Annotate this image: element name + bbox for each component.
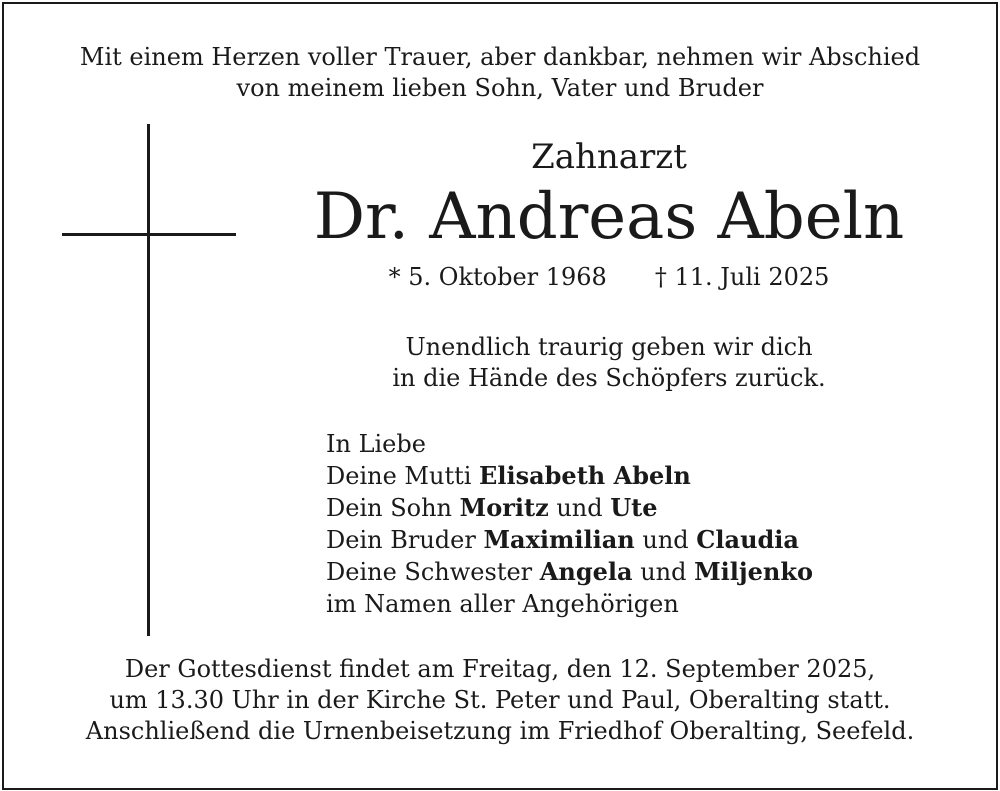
deceased-name: Dr. Andreas Abeln xyxy=(313,180,905,254)
joiner-text: und xyxy=(634,526,697,554)
joiner-text: und xyxy=(548,494,611,522)
birth-date: * 5. Oktober 1968 xyxy=(388,263,607,291)
mourner-name: Angela xyxy=(539,557,633,586)
mourner-name: Maximilian xyxy=(483,525,635,554)
cross-bar xyxy=(62,233,236,236)
intro-text xyxy=(4,42,996,104)
mourner-name: Moritz xyxy=(459,493,549,522)
quote-line-1: Unendlich traurig geben wir dich xyxy=(405,333,813,361)
intro-line-1: Mit einem Herzen voller Trauer, aber dankbar, nehmen wir Abschied xyxy=(79,43,921,71)
family-list xyxy=(326,428,813,620)
service-line-2: um 13.30 Uhr in der Kirche St. Peter und Paul, Oberalting statt. xyxy=(109,686,891,714)
profession-title: Zahnarzt xyxy=(531,137,687,177)
family-line-mother xyxy=(326,460,813,492)
mourner-name: Elisabeth Abeln xyxy=(479,461,691,490)
service-info xyxy=(4,654,996,747)
mourner-name: Ute xyxy=(610,493,658,522)
family-line-sister xyxy=(326,556,813,588)
mourner-name: Miljenko xyxy=(694,557,813,586)
relation-label: Dein Sohn xyxy=(326,494,460,522)
obituary-notice xyxy=(2,2,998,790)
joiner-text: und xyxy=(632,558,695,586)
service-line-3: Anschließend die Urnenbeisetzung im Friedhof Oberalting, Seefeld. xyxy=(85,717,915,745)
family-line-brother xyxy=(326,524,813,556)
mourner-name: Claudia xyxy=(696,525,799,554)
life-dates xyxy=(304,262,914,292)
relation-label: Deine Schwester xyxy=(326,558,540,586)
cross-icon xyxy=(147,124,150,636)
family-opening: In Liebe xyxy=(326,430,426,458)
family-closing: im Namen aller Angehörigen xyxy=(326,590,679,618)
family-line-son xyxy=(326,492,813,524)
death-date: † 11. Juli 2025 xyxy=(654,263,830,291)
memorial-quote xyxy=(304,332,914,394)
quote-line-2: in die Hände des Schöpfers zurück. xyxy=(392,364,826,392)
service-line-1: Der Gottesdienst findet am Freitag, den 12. September 2025, xyxy=(124,655,876,683)
intro-line-2: von meinem lieben Sohn, Vater und Bruder xyxy=(236,74,764,102)
relation-label: Deine Mutti xyxy=(326,462,480,490)
relation-label: Dein Bruder xyxy=(326,526,484,554)
